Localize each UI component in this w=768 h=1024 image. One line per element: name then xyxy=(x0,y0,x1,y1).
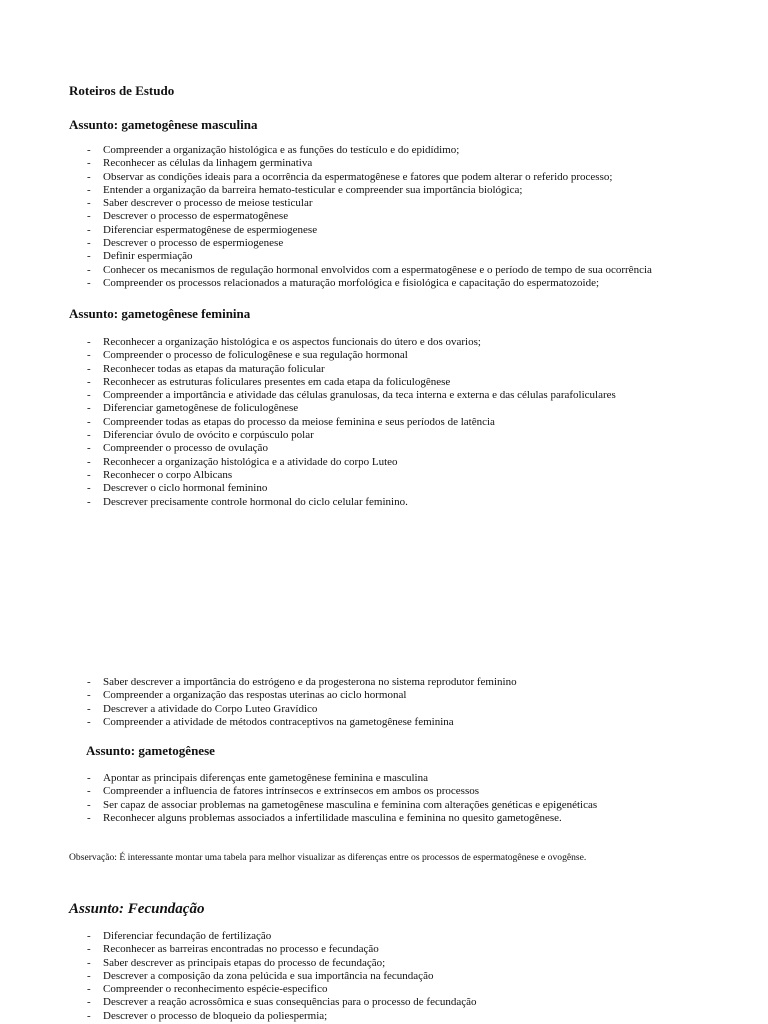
list-item xyxy=(0,264,768,277)
bullet-dash: - xyxy=(87,956,91,969)
list-item-text: Reconhecer o corpo Albicans xyxy=(103,468,233,481)
list-item-text: Reconhecer as barreiras encontradas no processo e fecundação xyxy=(103,943,379,956)
bullet-dash: - xyxy=(87,389,91,402)
bullet-dash: - xyxy=(87,969,91,982)
section-heading-gametogenese: Assunto: gametogênese xyxy=(86,743,215,758)
bullet-dash: - xyxy=(87,1009,91,1022)
bullet-dash: - xyxy=(87,996,91,1009)
list-item xyxy=(0,970,768,983)
list-fecundacao xyxy=(0,930,768,1023)
list-item-text: Reconhecer a organização histológica e a atividade do corpo Luteo xyxy=(103,455,398,468)
list-item xyxy=(0,703,768,716)
list-item xyxy=(0,416,768,429)
list-item-text: Compreender a organização das respostas uterinas ao ciclo hormonal xyxy=(103,689,407,702)
list-item xyxy=(0,772,768,785)
bullet-dash: - xyxy=(87,263,91,276)
bullet-dash: - xyxy=(87,772,91,784)
list-item-text: Apontar as principais diferenças ente gametogênese feminina e masculina xyxy=(103,772,428,784)
bullet-dash: - xyxy=(87,930,91,942)
bullet-dash: - xyxy=(87,702,91,715)
bullet-dash: - xyxy=(87,676,91,688)
bullet-dash: - xyxy=(87,402,91,415)
list-item xyxy=(0,983,768,996)
bullet-dash: - xyxy=(87,362,91,375)
list-feminina xyxy=(0,336,768,509)
bullet-dash: - xyxy=(87,223,91,236)
list-item xyxy=(0,799,768,812)
list-item-text: Descrever o processo de bloqueio da poliespermia; xyxy=(103,1009,328,1022)
list-item xyxy=(0,157,768,170)
list-item xyxy=(0,429,768,442)
list-item-text: Descrever o ciclo hormonal feminino xyxy=(103,482,268,495)
list-item-text: Observar as condições ideais para a ocorrência da espermatogênese e fatores que podem alterar o referido processo; xyxy=(103,170,613,183)
bullet-dash: - xyxy=(87,183,91,196)
list-item xyxy=(0,496,768,509)
bullet-dash: - xyxy=(87,349,91,362)
bullet-dash: - xyxy=(87,811,91,824)
list-item-text: Reconhecer a organização histológica e os aspectos funcionais do útero e dos ovarios; xyxy=(103,336,481,348)
bullet-dash: - xyxy=(87,689,91,702)
bullet-dash: - xyxy=(87,429,91,442)
list-item-text: Descrever o processo de espermiogenese xyxy=(103,237,284,250)
list-item xyxy=(0,469,768,482)
section-heading-masculina: Assunto: gametogênese masculina xyxy=(69,117,258,132)
list-item-text: Reconhecer alguns problemas associados a infertilidade masculina e feminina no quesito gametogênese. xyxy=(103,811,562,824)
list-item xyxy=(0,943,768,956)
list-item xyxy=(0,349,768,362)
list-item-text: Descrever o processo de espermatogênese xyxy=(103,210,289,223)
list-item-text: Diferenciar óvulo de ovócito e corpúsculo polar xyxy=(103,429,314,442)
list-item xyxy=(0,676,768,689)
bullet-dash: - xyxy=(87,336,91,348)
list-item xyxy=(0,930,768,943)
list-item-text: Compreender os processos relacionados a maturação morfológica e fisiológica e capacitação do espermatozoide; xyxy=(103,276,600,289)
list-item xyxy=(0,237,768,250)
list-item-text: Diferenciar gametogênese de foliculogênese xyxy=(103,402,299,415)
list-item xyxy=(0,197,768,210)
list-item xyxy=(0,996,768,1009)
bullet-dash: - xyxy=(87,237,91,250)
list-item xyxy=(0,171,768,184)
list-item xyxy=(0,1010,768,1023)
list-item xyxy=(0,389,768,402)
list-feminina-continued xyxy=(0,676,768,729)
list-item xyxy=(0,482,768,495)
list-item-text: Compreender o reconhecimento espécie-especifico xyxy=(103,983,328,996)
list-item xyxy=(0,812,768,825)
list-item-text: Descrever a reação acrossômica e suas consequências para o processo de fecundação xyxy=(103,996,477,1009)
page-title: Roteiros de Estudo xyxy=(69,83,175,98)
list-item-text: Descrever a composição da zona pelúcida e sua importância na fecundação xyxy=(103,969,434,982)
list-item xyxy=(0,184,768,197)
list-item xyxy=(0,277,768,290)
list-item xyxy=(0,785,768,798)
section-heading-feminina: Assunto: gametogênese feminina xyxy=(69,306,251,321)
list-item xyxy=(0,456,768,469)
bullet-dash: - xyxy=(87,495,91,508)
list-item xyxy=(0,957,768,970)
bullet-dash: - xyxy=(87,170,91,183)
list-item-text: Compreender a organização histológica e as funções do testículo e do epidídimo; xyxy=(103,144,460,156)
section-heading-fecundacao: Assunto: Fecundação xyxy=(69,901,205,917)
bullet-dash: - xyxy=(87,276,91,289)
list-item-text: Saber descrever a importância do estrógeno e da progesterona no sistema reprodutor feminino xyxy=(103,676,517,688)
list-item-text: Compreender o processo de foliculogênese e sua regulação hormonal xyxy=(103,349,408,362)
list-item-text: Ser capaz de associar problemas na gametogênese masculina e feminina com alterações genéticas e epigenéticas xyxy=(103,798,598,811)
bullet-dash: - xyxy=(87,785,91,798)
list-item xyxy=(0,210,768,223)
list-item-text: Reconhecer as estruturas foliculares presentes em cada etapa da foliculogênese xyxy=(103,375,451,388)
list-item-text: Descrever a atividade do Corpo Luteo Gravídico xyxy=(103,702,318,715)
bullet-dash: - xyxy=(87,144,91,156)
list-item xyxy=(0,144,768,157)
list-item-text: Entender a organização da barreira hemato-testicular e compreender sua importância biológica; xyxy=(103,183,523,196)
bullet-dash: - xyxy=(87,415,91,428)
bullet-dash: - xyxy=(87,468,91,481)
list-item xyxy=(0,716,768,729)
bullet-dash: - xyxy=(87,375,91,388)
list-item-text: Diferenciar espermatogênese de espermiogenese xyxy=(103,223,318,236)
list-gametogenese xyxy=(0,772,768,825)
bullet-dash: - xyxy=(87,197,91,210)
list-item-text: Compreender a atividade de métodos contraceptivos na gametogênese feminina xyxy=(103,715,454,728)
list-item xyxy=(0,224,768,237)
list-item-text: Reconhecer as células da linhagem germinativa xyxy=(103,157,313,170)
list-item-text: Compreender a influencia de fatores intrínsecos e extrínsecos em ambos os processos xyxy=(103,785,480,798)
list-item-text: Saber descrever as principais etapas do processo de fecundação; xyxy=(103,956,386,969)
bullet-dash: - xyxy=(87,250,91,263)
list-item xyxy=(0,250,768,263)
list-item xyxy=(0,363,768,376)
list-item-text: Reconhecer todas as etapas da maturação folicular xyxy=(103,362,325,375)
list-item-text: Conhecer os mecanismos de regulação hormonal envolvidos com a espermatogênese e o período de tempo de sua ocorrência xyxy=(103,263,652,276)
bullet-dash: - xyxy=(87,482,91,495)
list-item-text: Compreender todas as etapas do processo da meiose feminina e seus períodos de latência xyxy=(103,415,495,428)
list-item-text: Compreender o processo de ovulação xyxy=(103,442,268,455)
bullet-dash: - xyxy=(87,798,91,811)
list-item-text: Saber descrever o processo de meiose testicular xyxy=(103,197,313,210)
bullet-dash: - xyxy=(87,210,91,223)
list-item xyxy=(0,402,768,415)
bullet-dash: - xyxy=(87,442,91,455)
list-item xyxy=(0,689,768,702)
list-masculina xyxy=(0,144,768,290)
list-item xyxy=(0,376,768,389)
list-item-text: Compreender a importância e atividade das células granulosas, da teca interna e externa e das células parafoliculares xyxy=(103,389,616,402)
list-item xyxy=(0,336,768,349)
bullet-dash: - xyxy=(87,715,91,728)
observation-note: Observação: É interessante montar uma tabela para melhor visualizar as diferenças entre os processos de espermatogênese e ovogênse. xyxy=(69,852,587,863)
bullet-dash: - xyxy=(87,983,91,996)
bullet-dash: - xyxy=(87,943,91,956)
bullet-dash: - xyxy=(87,157,91,170)
bullet-dash: - xyxy=(87,455,91,468)
list-item-text: Descrever precisamente controle hormonal do ciclo celular feminino. xyxy=(103,495,408,508)
list-item-text: Definir espermiação xyxy=(103,250,193,263)
list-item-text: Diferenciar fecundação de fertilização xyxy=(103,930,272,942)
list-item xyxy=(0,442,768,455)
